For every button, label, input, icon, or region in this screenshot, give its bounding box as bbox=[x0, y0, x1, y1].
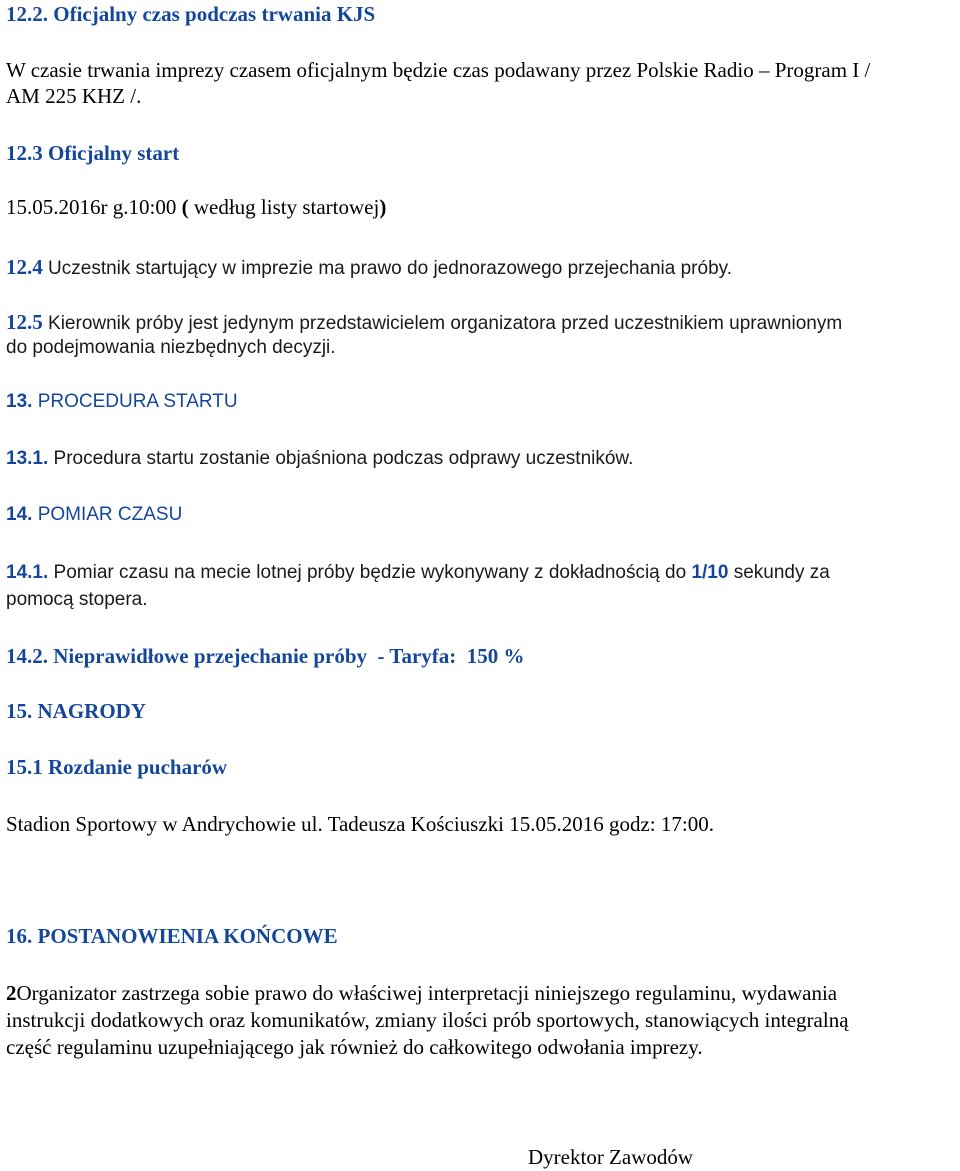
section-14-1-line1 bbox=[6, 562, 830, 584]
section-13-1 bbox=[6, 448, 633, 470]
section-14-number: 14. bbox=[6, 504, 33, 525]
section-14-2 bbox=[6, 644, 525, 669]
section-14-heading bbox=[6, 504, 182, 526]
section-14-title: POMIAR CZASU bbox=[32, 504, 183, 525]
section-12-2-body-line1: W czasie trwania imprezy czasem oficjalnym będzie czas podawany przez Polskie Radio – Program I / bbox=[6, 58, 871, 82]
section-14-1-number: 14.1. bbox=[6, 562, 49, 583]
final-provisions-text: Organizator zastrzega sobie prawo do właściwej interpretacji niniejszego regulaminu, wydawania bbox=[16, 981, 838, 1005]
section-16-number: 16. bbox=[6, 924, 33, 948]
section-14-1-text: Pomiar czasu na mecie lotnej próby będzie wykonywany z dokładnością do bbox=[48, 562, 692, 583]
start-paren-close: ) bbox=[379, 195, 387, 219]
section-12-4-number: 12.4 bbox=[6, 255, 43, 279]
section-15-1-number: 15.1 bbox=[6, 755, 43, 779]
section-14-2-number: 14.2. bbox=[6, 644, 48, 668]
section-16-title: POSTANOWIENIA KOŃCOWE bbox=[32, 924, 338, 948]
section-13-heading bbox=[6, 391, 238, 413]
section-12-4-text: Uczestnik startujący w imprezie ma prawo do jednorazowego przejechania próby. bbox=[42, 258, 733, 279]
section-14-1-line2: pomocą stopera. bbox=[6, 589, 148, 610]
section-12-3-title: 12.3 Oficjalny start bbox=[6, 141, 180, 165]
section-13-1-number: 13.1. bbox=[6, 448, 49, 469]
section-12-5-number: 12.5 bbox=[6, 310, 43, 334]
section-16-heading bbox=[6, 924, 338, 949]
section-12-2-body-line2: AM 225 KHZ /. bbox=[6, 84, 142, 108]
section-13-number: 13. bbox=[6, 391, 33, 412]
section-14-1-text-end: sekundy za bbox=[728, 562, 830, 583]
section-15-1-heading bbox=[6, 755, 227, 780]
section-15-title: NAGRODY bbox=[32, 699, 146, 723]
section-15-number: 15. bbox=[6, 699, 33, 723]
section-13-1-text: Procedura startu zostanie objaśniona podczas odprawy uczestników. bbox=[48, 448, 634, 469]
section-12-5-line2: do podejmowania niezbędnych decyzji. bbox=[6, 337, 336, 358]
final-provisions-line3: część regulaminu uzupełniającego jak również do całkowitego odwołania imprezy. bbox=[6, 1035, 703, 1059]
section-12-5-text: Kierownik próby jest jedynym przedstawicielem organizatora przed uczestnikiem uprawnionym bbox=[42, 313, 843, 334]
section-14-1-precision: 1/10 bbox=[691, 562, 729, 583]
section-12-3-start-line bbox=[6, 195, 386, 220]
final-provisions-line1 bbox=[6, 981, 837, 1006]
section-12-2-title: Oficjalny czas podczas trwania KJS bbox=[53, 2, 376, 26]
section-12-5-line1 bbox=[6, 310, 842, 335]
section-15-1-title: Rozdanie pucharów bbox=[42, 755, 228, 779]
start-note: według listy startowej bbox=[188, 195, 380, 219]
section-12-4 bbox=[6, 255, 732, 280]
start-date-time: 15.05.2016r g.10:00 bbox=[6, 195, 177, 219]
start-paren-open: ( bbox=[181, 195, 189, 219]
section-12-2-heading bbox=[6, 2, 375, 27]
final-provisions-line2: instrukcji dodatkowych oraz komunikatów, zmiany ilości prób sportowych, stanowiących integralną bbox=[6, 1008, 849, 1032]
final-provisions-number: 2 bbox=[6, 981, 17, 1005]
section-12-2-number: 12.2. bbox=[6, 2, 48, 26]
section-15-heading bbox=[6, 699, 146, 724]
signature-director: Dyrektor Zawodów bbox=[528, 1145, 694, 1169]
section-13-title: PROCEDURA STARTU bbox=[32, 391, 238, 412]
award-location: Stadion Sportowy w Andrychowie ul. Tadeusza Kościuszki 15.05.2016 godz: 17:00. bbox=[6, 812, 714, 836]
section-14-2-text: Nieprawidłowe przejechanie próby - Taryfa: 150 % bbox=[48, 644, 525, 668]
